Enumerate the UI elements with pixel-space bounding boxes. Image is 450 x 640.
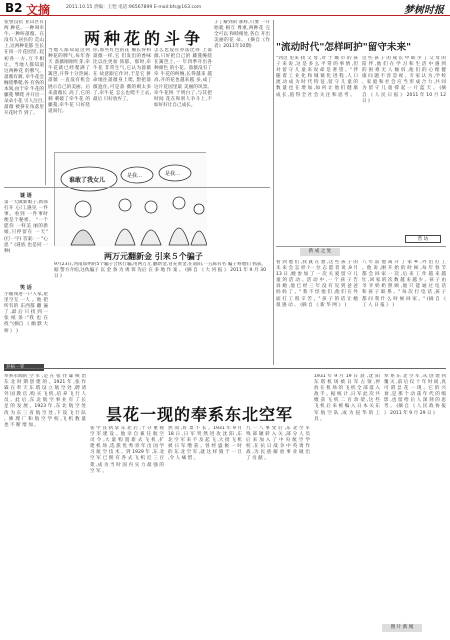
page-number: B2 [5, 1, 23, 15]
riddle-heading: 谜 语 [20, 193, 32, 199]
story-column: 子了解到的 那样,只要 一开始就 相互 尊重,两种花 完全可以 和睦相处,各自 开出美丽的花 朵。 (摘自《作 者》2011年10期) [214, 20, 270, 50]
newspaper-name: 梦树时报 [404, 5, 444, 16]
cartoon-caption: 两万元翻新金 引来５个骗子 [104, 252, 203, 261]
column-divider [273, 20, 274, 365]
story-title: 昙花一现的奉系东北空军 [106, 405, 294, 424]
joke-text: 小偷闯进一户人家,屋 里空无 一人 。他 把所有的 东西都 翻 遍 了 ,最 后 只 找 到 一 张 纸 条 :"我 也 在 找 "(摘自 《 幽 默 大 师 》 ) [4, 292, 48, 334]
story-column: 九 一 八 事 变 后 ,东 北 空 军 残 部 辗 转 入 关 ,部 分 人 员 后 来 加 入 了 中 央 航 空 学 校 ,在 抗 日 战 争 中 英 勇 作 战 ,为 民 族 解 放 事 业 做 出 了 贡 献 。 [246, 426, 310, 462]
cartoon-story-text: 9月23日,河南郑州的5个骗子合伙行骗,用两万元 翻新金,冒充黄金,在南阳,一五陈有名 骗子将他们 抓获。据 警方介绍,这伙骗子 以 金 条 为 诱 饵 先后 在 多 地 作 案 。 (摘 自 《 大 河 报 》 2011 年 9 月 30 日 ) [54, 262, 266, 280]
section-divider [276, 246, 446, 247]
photo-news-tag: 图 片 新 闻 [382, 624, 422, 632]
story-column: 张 学 良 执 掌 东 北 后 ,十 分 重 视 空 军 建 设 。他 亲 自 兼 任 航 空 司 令 ,大 量 购 置 新 式 飞 机 ,扩 建 机 场 ,选 派 优 秀 青 年 出 国 学 习 航 空 技 术 。到 1929 年 ,东 北 空 军 已 拥 有 各 式 飞 机 近 三 百 架 ,成 为 当 时 国 内 实 力 最 强 的 空 军 。 [90, 426, 164, 474]
dateline: 2011.10.15 责编：王恺 电话:96567899 E-mail:bfs@163.com [66, 5, 202, 10]
story-column: 奉 系 东 北 空 军 ,从 创 建 到 覆 灭 ,前 后 仅 十 年 时 间 ,真 可 谓 昙 花 一 现 。它 的 兴 衰 ,是 那 个 动 荡 年 代 的 缩 影 ,也 留 给 后 人 深 刻 的 思 考 。 (摘 自 《 人 民 政 协 报 》 2011 年 9 月 29 日 ) [384, 374, 446, 416]
column-tag: 新 成 之 处 [300, 248, 340, 256]
joke-heading: 笑 话 [20, 285, 32, 291]
cartoon-drawing [55, 153, 207, 247]
riddle-text: 第一天做新娘子,新郎打开 心门,遇见 一件事。看到 一件事时 便是个秘密。 "一个愿你 一样美 丽的新娘,只停留在 一天" (打一字) 答案: 一 "心 思 " (谜底 也是同 一 种) [4, 200, 48, 254]
story-column: 这 些 孩 子 的 成 长 中 缺 少 了 父 母 的 陪 伴 ,他 们 在 学 习 和 生 活 中 遇 到 的 困 难 无 人 倾 诉 ,他 们 的 心 理 健 康 问 题 不 容 忽 视 。专 家 认 为 ,学 校 、家 庭 和 社 会 应 当 形 成 合 力 ,共 同 为 留 守 儿 童 撑 起 一 片 蓝 天 。 (摘 自 《 人 民 日 报 》 2011 年 10 月 12 日 ) [362, 56, 446, 104]
story-column: 看 到 他 们 ,我 就 在 想 ,这 些 孩 子 的 未 来 会 怎 样 ?一 位 志 愿 者 说 ,9 月 13 日 ,她 参 加 了 一 次 关 爱 留 守 儿 童 的 活 动 。活 动 中 ,一 个 孩 子 告 诉 她 ,他 已 经 三 年 没 有 见 到 爸 爸 妈 妈 了 。" 我 不 怪 他 们 ,他 们 在 外 面 打 工 很 辛 苦 。" 孩 子 的 话 让 她 很 感 动 。 (摘 自 《 新 华 网 》 ) [276, 260, 358, 308]
story-column: 八 年 前 他 离 开 了 家 乡 ,外 出 打 工 。他 说 ,刚 开 始 的 时 候 ,每 年 春 节 都 会 回 家 一 次 ,后 来 工 作 越 来 越 忙 ,回 家 的 次 数 越 来 越 少 。孩 子 由 爷 爷 奶 奶 照 顾 ,他 只 能 通 过 电 话 和 孩 子 联 系 。" 每 次 打 电 话 ,孩 子 都 问 我 什 么 时 候 回 家 。" (摘 自 《 工 人 日 报 》 ) [362, 260, 446, 308]
story-column: "到这 里来 找 父 母 ,对 于 城 市 的 孩 子 来 说 ,这 是 多 么 平 常 的 事 情 ,但 对 留 守 儿 童 来 说 却 是 奢 望 。" 伴 随 着 工 业 化 和 城 镇 化 进 程 ,人 口 流 动 成 为 时 代 特 征 ,留 守 儿 童 的 数 量 也 在 增 加 ,如 何 让 他 们 健 康 成 长 ,值 得 全 社 会 关 注 和 思 考 。 [276, 56, 358, 98]
speech-bubble-mid: 是我… [127, 173, 143, 179]
section-divider [4, 368, 446, 369]
story-column: 当地人都知道这两 种花的脾气,每年春天 蔷薇刚刚吐芽,牵牛花就已经爬满了 篱笆,开得十分热闹,蔷薇 一直没有机会 展示自己的美丽。后来蔷薇长 高了,它的刺 刺破了牵牛花 的藤蔓,牵牛花 只好绕道而行。 [48, 48, 90, 114]
story-column: 1931 年 9 月 19 日 晨 ,沈 阳 东 塔 机 场 被 日 军 占 领 ,停 放 在 机 场 的 飞 机 全 部 落 入 敌 手 。据 统 计 ,日 军 此 次 共 缴 获 飞 机 二 百 余 架 ,这 些 飞 机 后 来 被 编 入 日 本 关 东 军 航 空 队 ,成 为 侵 华 的 工 具 。 [314, 374, 380, 422]
story-column: 你,那些红色的花 瓣长得和蔷薇一样,它 们发出的香味 比以往更加 浓郁。那时,牵牛花 非常生气,它认为蔷薇在 故意跟它作对,于是它 拼命地往蔷薇身上爬, 想把蔷薇遮住,可是蔷 薇的刺太多了,牵牛花 怎么也爬不上去,最后 只好放弃了。 [93, 48, 151, 102]
story-column: 奉系军阀的 空 军 ,是 在 张 作 霖 统 治 东 北 时 期 创 建 的 。1921 年 ,张 作 霖 在 奉 天 东 塔 设 立 航 空 处 ,聘 请 外 国 教 官 ,购 买 飞 机 ,培 养 飞 行 人 员 。此 后 ,东 北 航 空 事 业 有 了 长 足 的 发 展 。1923 年 ,东 北 航 空 处 改 为 东 三 省 航 空 处 ,下 设 飞 行 队 、修 理 厂 和 航 空 学 校 ,飞 机 数 量 也 不 断 增 加 。 [4, 374, 86, 428]
story-column: 怎么也没有办法比得 上蔷薇,只好把自己的 藤蔓缠绕在篱笆上,一 年四季开出各种颜色 的小花。蔷薇没有了牵 牛花的纠缠,长得越来 越高,开的花也越来越 多,成了这片花园里最 美丽的风景。牵牛花终 于明白了,与其把时间 花在和别人争斗上,不 如好好让自己成长。 [154, 48, 212, 108]
category-bar: 开拓一笑 [4, 364, 44, 371]
section-name: 文摘 [26, 3, 51, 17]
story-title: 两种花的斗争 [84, 29, 205, 48]
story-title: "流动时代"怎样呵护"留守未来" [276, 42, 412, 53]
masthead [0, 0, 450, 16]
speech-bubble-right: 是我… [165, 171, 181, 177]
column-divider [45, 20, 46, 185]
speech-bubble-left: 谁敢了我女儿 [69, 177, 106, 184]
ad-label: 营 坊 [405, 235, 441, 243]
cartoon-illustration [54, 152, 206, 246]
story-column: 然 而 ,好 景 不 长 。1931 年 9 月 18 日 ,日 军 突 然 进 攻 沈 阳 ,东 北 空 军 来 不 及 起 飞 ,大 批 飞 机 被 日 军 缴 获 。曾 经 盛 极 一 时 的 东 北 空 军 ,就 这 样 毁 于 一 旦 ,令 人 痛 惜 。 [168, 426, 242, 462]
story-column: 张譬良抗 亚山区有两 种花。一种叫牵 牛,一种叫蔷薇。在没有人居住的 荒山上,这两种花都 生长在同一片花园里, 起初各一方,互不相让。当地人都知道这两种花 的脾气。蔷薇有刺, 牵牛花会缠绕攀爬,各 有各的本领,由于牵 牛花的藤蔓 攀爬 并开出一朵朵小花 引人注目,蔷薇 被挤在角落里 开花时节 到了。 [4, 20, 44, 117]
section-divider [4, 187, 270, 188]
